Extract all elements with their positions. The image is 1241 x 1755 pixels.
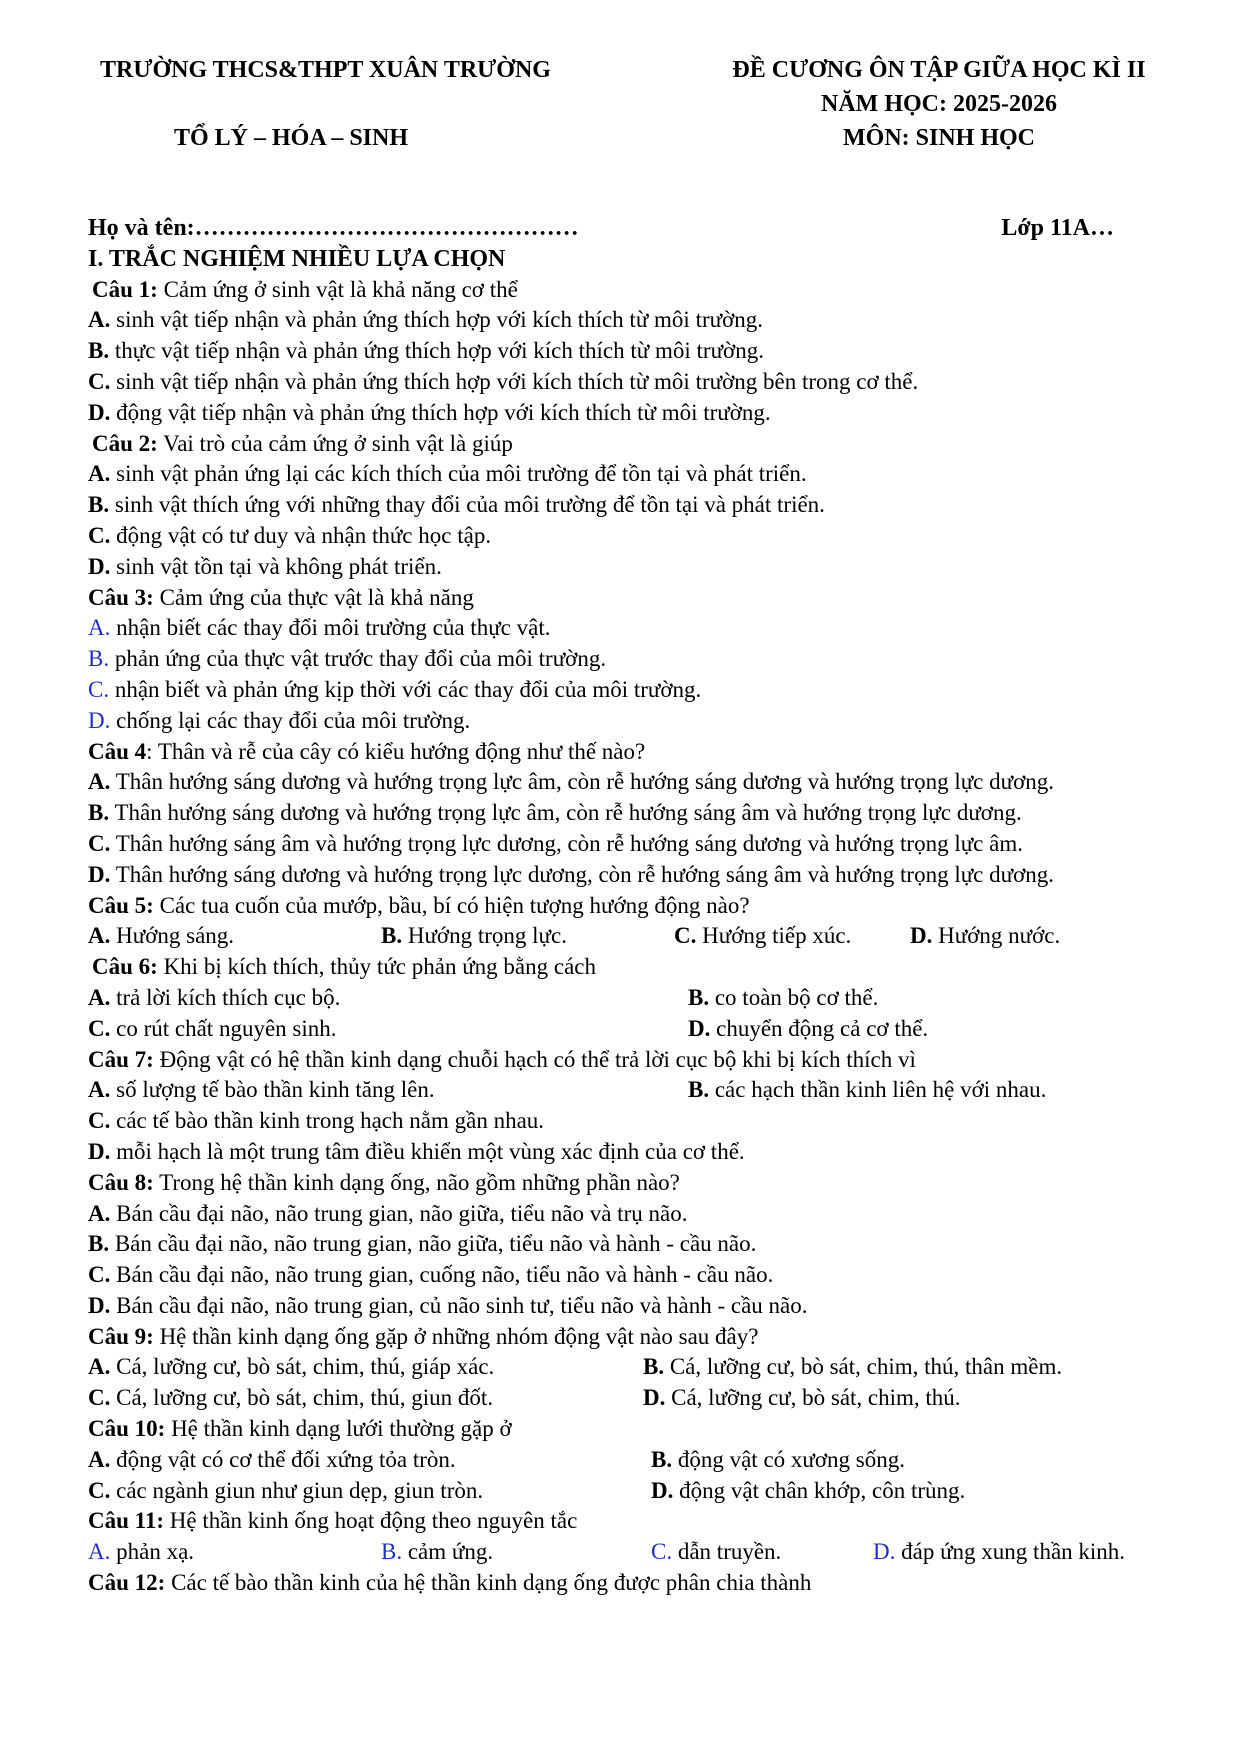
q10-option-d: D. động vật chân khớp, côn trùng. (651, 1477, 966, 1503)
document-title: ĐỀ CƯƠNG ÔN TẬP GIỮA HỌC KÌ II (732, 57, 1146, 83)
q6-option-b: B. co toàn bộ cơ thể. (688, 984, 879, 1010)
q1-option-d: D. động vật tiếp nhận và phản ứng thích hợp với kích thích từ môi trường. (88, 399, 771, 425)
question-4: Câu 4: Thân và rễ của cây có kiểu hướng động như thế nào? (88, 738, 646, 764)
q7-options-ab (88, 1075, 1188, 1106)
q10-options-ab (88, 1445, 1188, 1476)
q1-option-a: A. sinh vật tiếp nhận và phản ứng thích hợp với kích thích từ môi trường. (88, 307, 763, 333)
q7-option-b: B. các hạch thần kinh liên hệ với nhau. (688, 1077, 1047, 1103)
q8-option-b: B. Bán cầu đại não, não trung gian, não giữa, tiểu não và hành - cầu não. (88, 1231, 757, 1257)
section-heading: I. TRẮC NGHIỆM NHIỀU LỰA CHỌN (88, 245, 506, 272)
q4-option-c: C. Thân hướng sáng âm và hướng trọng lực dương, còn rễ hướng sáng dương và hướng trọng lực âm. (88, 830, 1023, 856)
question-6: Câu 6: Khi bị kích thích, thủy tức phản ứng bằng cách (92, 954, 597, 980)
q9-options-ab (88, 1352, 1188, 1383)
q5-option-c: C. Hướng tiếp xúc. (674, 923, 852, 949)
q9-option-c: C. Cá, lưỡng cư, bò sát, chim, thú, giun đốt. (88, 1385, 494, 1411)
class-field: Lớp 11A… (1001, 215, 1114, 241)
q9-option-a: A. Cá, lưỡng cư, bò sát, chim, thú, giáp xác. (88, 1354, 495, 1380)
q5-option-a: A. Hướng sáng. (88, 923, 235, 949)
q7-option-d: D. mỗi hạch là một trung tâm điều khiển một vùng xác định của cơ thể. (88, 1138, 745, 1164)
department-name: TỔ LÝ – HÓA – SINH (173, 125, 409, 151)
q3-option-c: C. nhận biết và phản ứng kịp thời với các thay đổi của môi trường. (88, 676, 702, 702)
question-9: Câu 9: Hệ thần kinh dạng ống gặp ở những nhóm động vật nào sau đây? (88, 1323, 759, 1349)
q3-option-b: B. phản ứng của thực vật trước thay đổi của môi trường. (88, 646, 607, 672)
question-11: Câu 11: Hệ thần kinh ống hoạt động theo nguyên tắc (88, 1508, 578, 1534)
q3-option-a: A. nhận biết các thay đổi môi trường của thực vật. (88, 615, 551, 641)
q8-option-d: D. Bán cầu đại não, não trung gian, củ não sinh tư, tiểu não và hành - cầu não. (88, 1292, 808, 1318)
q3-option-d: D. chống lại các thay đổi của môi trường. (88, 707, 471, 733)
q4-option-d: D. Thân hướng sáng dương và hướng trọng lực dương, còn rễ hướng sáng âm và hướng trọng lực dương. (88, 861, 1055, 887)
question-5: Câu 5: Các tua cuốn của mướp, bầu, bí có hiện tượng hướng động nào? (88, 892, 750, 918)
q8-option-a: A. Bán cầu đại não, não trung gian, não giữa, tiểu não và trụ não. (88, 1200, 688, 1226)
q4-option-a: A. Thân hướng sáng dương và hướng trọng lực âm, còn rễ hướng sáng dương và hướng trọng lực dương. (88, 769, 1055, 795)
student-info-row (88, 213, 1188, 244)
q5-option-b: B. Hướng trọng lực. (381, 923, 567, 949)
question-12: Câu 12: Các tế bào thần kinh của hệ thần kinh dạng ống được phân chia thành (88, 1570, 812, 1596)
q6-option-c: C. co rút chất nguyên sinh. (88, 1015, 337, 1041)
question-1: Câu 1: Cảm ứng ở sinh vật là khả năng cơ thể (92, 276, 518, 302)
q8-option-c: C. Bán cầu đại não, não trung gian, cuống não, tiểu não và hành - cầu não. (88, 1262, 774, 1288)
q4-option-b: B. Thân hướng sáng dương và hướng trọng lực âm, còn rễ hướng sáng âm và hướng trọng lực dương. (88, 800, 1022, 826)
q10-option-a: A. động vật có cơ thể đối xứng tỏa tròn. (88, 1446, 456, 1472)
question-10: Câu 10: Hệ thần kinh dạng lưới thường gặp ở (88, 1416, 512, 1442)
school-name: TRƯỜNG THCS&THPT XUÂN TRƯỜNG (100, 57, 551, 83)
q11-option-d: D. đáp ứng xung thần kinh. (873, 1539, 1126, 1565)
question-8: Câu 8: Trong hệ thần kinh dạng ống, não gồm những phần nào? (88, 1169, 680, 1195)
q11-options (88, 1537, 1188, 1568)
q11-option-a: A. phản xạ. (88, 1539, 195, 1565)
q5-options (88, 921, 1188, 952)
q1-option-b: B. thực vật tiếp nhận và phản ứng thích hợp với kích thích từ môi trường. (88, 338, 764, 364)
question-3: Câu 3: Cảm ứng của thực vật là khả năng (88, 584, 474, 610)
q10-options-cd (88, 1476, 1188, 1507)
q6-options-cd (88, 1014, 1188, 1045)
q5-option-d: D. Hướng nước. (910, 923, 1061, 949)
school-year: NĂM HỌC: 2025-2026 (821, 91, 1057, 117)
q10-option-b: B. động vật có xương sống. (651, 1446, 905, 1472)
subject-name: MÔN: SINH HỌC (843, 125, 1035, 151)
q11-option-c: C. dẫn truyền. (651, 1539, 782, 1565)
q7-option-c: C. các tế bào thần kinh trong hạch nằm gần nhau. (88, 1108, 545, 1134)
question-2: Câu 2: Vai trò của cảm ứng ở sinh vật là giúp (92, 430, 513, 456)
question-7: Câu 7: Động vật có hệ thần kinh dạng chuỗi hạch có thể trả lời cục bộ khi bị kích thích vì (88, 1046, 916, 1072)
q6-option-d: D. chuyển động cả cơ thể. (688, 1015, 929, 1041)
q7-option-a: A. số lượng tế bào thần kinh tăng lên. (88, 1077, 435, 1103)
q6-option-a: A. trả lời kích thích cục bộ. (88, 984, 341, 1010)
q2-option-d: D. sinh vật tồn tại và không phát triển. (88, 553, 442, 579)
q1-option-c: C. sinh vật tiếp nhận và phản ứng thích hợp với kích thích từ môi trường bên trong cơ thể. (88, 368, 919, 394)
q6-options-ab (88, 983, 1188, 1014)
q9-option-d: D. Cá, lưỡng cư, bò sát, chim, thú. (643, 1385, 961, 1411)
q10-option-c: C. các ngành giun như giun dẹp, giun tròn. (88, 1477, 484, 1503)
q9-option-b: B. Cá, lưỡng cư, bò sát, chim, thú, thân mềm. (643, 1354, 1063, 1380)
q2-option-b: B. sinh vật thích ứng với những thay đổi của môi trường để tồn tại và phát triển. (88, 492, 825, 518)
student-name-field: Họ và tên:………………………………………… (88, 215, 579, 241)
q9-options-cd (88, 1383, 1188, 1414)
q2-option-c: C. động vật có tư duy và nhận thức học tập. (88, 522, 492, 548)
q2-option-a: A. sinh vật phản ứng lại các kích thích của môi trường để tồn tại và phát triển. (88, 461, 807, 487)
q11-option-b: B. cảm ứng. (381, 1539, 494, 1565)
exam-body (88, 213, 1188, 1599)
